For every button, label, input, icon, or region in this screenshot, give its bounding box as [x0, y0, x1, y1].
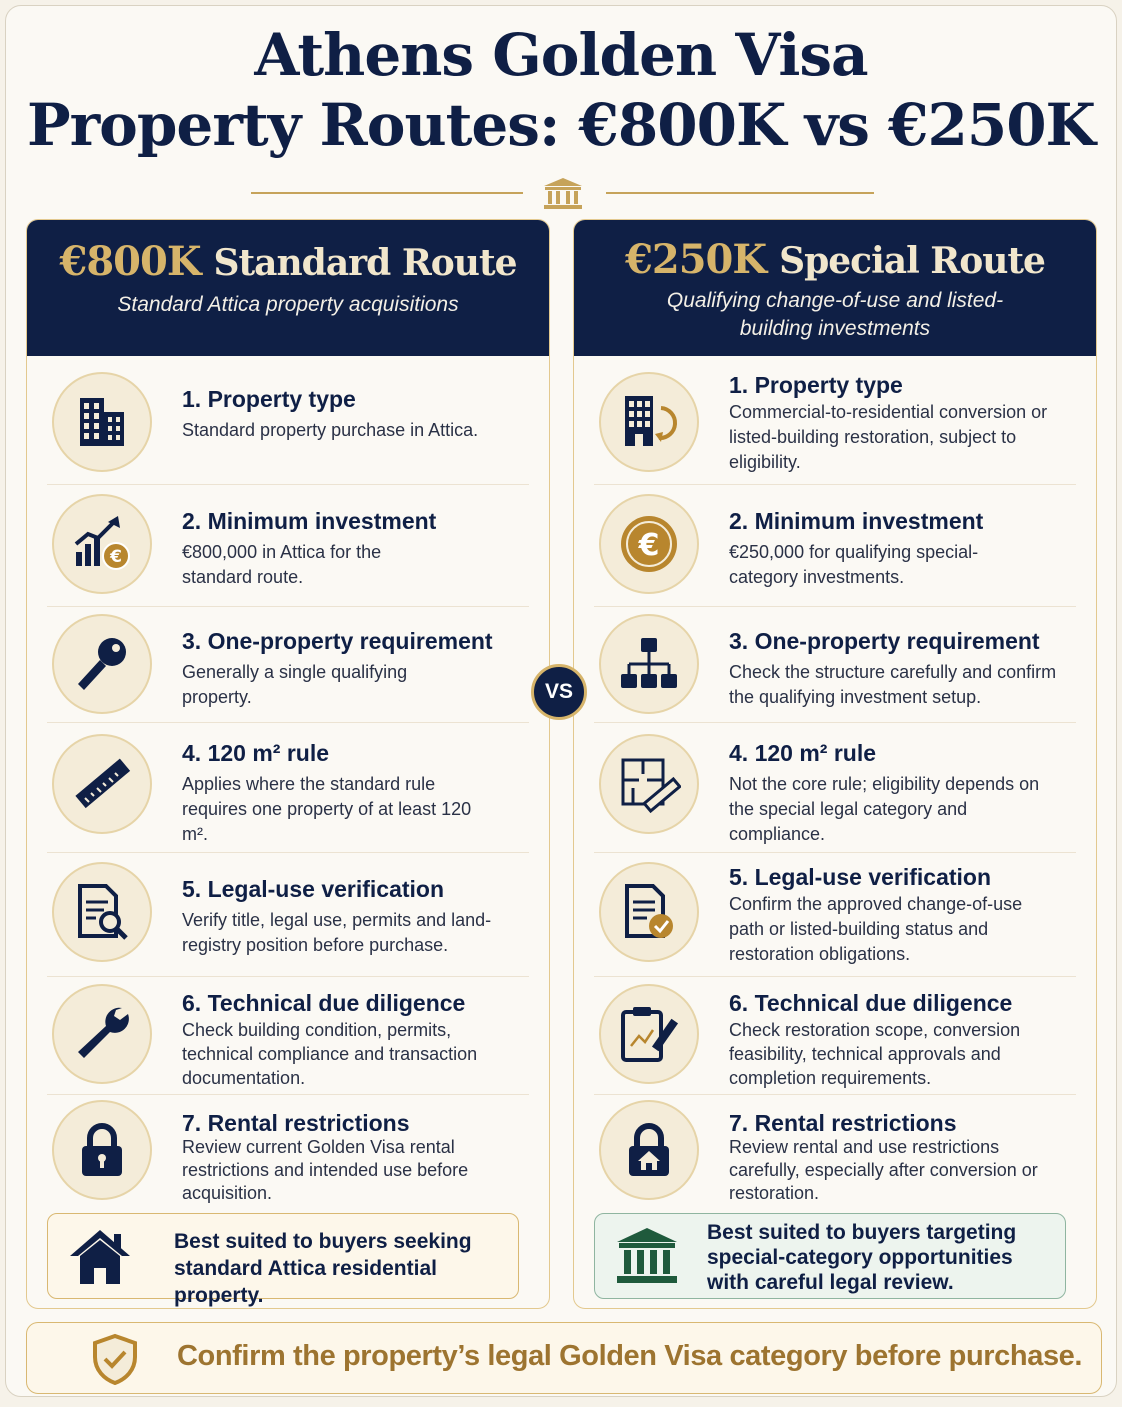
item-description: Not the core rule; eligibility depends on the special legal category and compliance. [729, 774, 1040, 844]
item-title: 6. Technical due diligence [729, 990, 1013, 1016]
title-divider [6, 176, 1116, 210]
standard-item-rental [47, 1094, 529, 1204]
item-title: 4. 120 m² rule [729, 740, 877, 766]
euro-coin-icon [617, 512, 681, 576]
document-check-icon [617, 880, 681, 944]
standard-item-120m2-rule [47, 722, 529, 853]
item-description: Standard property purchase in Attica. [182, 420, 479, 440]
standard-amount: €800K [59, 238, 201, 285]
standard-best-fit [47, 1213, 519, 1307]
item-description: Review current Golden Visa rental restrictions and intended use before acquisition. [182, 1137, 469, 1203]
icon-circle [52, 1100, 152, 1200]
item-title: 3. One-property requirement [729, 628, 1040, 654]
item-title: 6. Technical due diligence [182, 990, 466, 1016]
icon-circle [599, 614, 699, 714]
special-item-one-property [594, 606, 1076, 723]
special-route-header [574, 220, 1096, 356]
special-item-rental [594, 1094, 1076, 1204]
item-title: 3. One-property requirement [182, 628, 493, 654]
building-conversion-icon [617, 390, 681, 454]
floorplan-ruler-icon [617, 752, 681, 816]
item-description: Applies where the standard rule requires one property of at least 120 m². [182, 774, 472, 844]
institution-icon [615, 1226, 679, 1286]
buildings-icon [70, 390, 134, 454]
special-name: Special Route [779, 240, 1045, 282]
standard-subtitle: Standard Attica property acquisitions [117, 293, 459, 316]
item-description: Confirm the approved change-of-use path or listed-building status and restoration obligations. [729, 894, 1023, 964]
best-fit-text: Best suited to buyers targeting special-category opportunities with careful legal review. [707, 1221, 1017, 1294]
item-title: 5. Legal-use verification [182, 876, 445, 902]
item-title: 1. Property type [182, 386, 356, 412]
item-description: Check restoration scope, conversion feasibility, technical approvals and completion requirements. [729, 1020, 1021, 1088]
standard-route-header [27, 220, 549, 356]
title-line-2: Property Routes: €800K vs €250K [27, 91, 1095, 159]
svg-text:€: € [638, 528, 660, 563]
vs-badge: VS [531, 664, 587, 720]
special-best-fit [594, 1213, 1066, 1299]
greek-temple-icon [540, 176, 586, 210]
ruler-icon [70, 752, 134, 816]
org-structure-icon [617, 632, 681, 696]
standard-name: Standard Route [213, 242, 517, 284]
standard-item-legal-use [47, 852, 529, 977]
item-description: Check the structure carefully and confirm the qualifying investment setup. [729, 662, 1057, 707]
footer-banner [26, 1322, 1102, 1394]
icon-circle [52, 734, 152, 834]
wrench-icon [70, 1002, 134, 1066]
icon-circle [599, 862, 699, 962]
icon-circle [52, 984, 152, 1084]
footer-text: Confirm the property’s legal Golden Visa category before purchase. [177, 1340, 1083, 1372]
icon-circle [52, 862, 152, 962]
icon-circle [599, 984, 699, 1084]
standard-route-column [26, 219, 550, 1309]
item-title: 5. Legal-use verification [729, 864, 992, 890]
growth-chart-euro-icon [70, 512, 134, 576]
icon-circle [599, 372, 699, 472]
special-item-property-type [594, 362, 1076, 485]
house-icon [68, 1226, 132, 1286]
standard-item-technical-dd [47, 976, 529, 1095]
icon-circle [599, 494, 699, 594]
item-description: €800,000 in Attica for the standard route. [182, 542, 382, 587]
key-icon [70, 632, 134, 696]
item-title: 4. 120 m² rule [182, 740, 330, 766]
special-amount: €250K [625, 236, 767, 283]
special-item-legal-use [594, 852, 1076, 977]
item-title: 2. Minimum investment [182, 508, 437, 534]
padlock-house-icon [617, 1118, 681, 1182]
special-item-120m2-rule [594, 722, 1076, 853]
item-description: Verify title, legal use, permits and land-registry position before purchase. [182, 910, 492, 955]
item-title: 1. Property type [729, 372, 903, 398]
padlock-icon [70, 1118, 134, 1182]
icon-circle [52, 372, 152, 472]
standard-item-one-property [47, 606, 529, 723]
item-description: Commercial-to-residential conversion or listed-building restoration, subject to eligibility. [729, 402, 1048, 472]
item-title: 7. Rental restrictions [182, 1110, 410, 1136]
item-title: 2. Minimum investment [729, 508, 984, 534]
item-title: 7. Rental restrictions [729, 1110, 957, 1136]
title-line-1: Athens Golden Visa [254, 21, 868, 89]
special-item-min-investment [594, 484, 1076, 607]
item-description: Check building condition, permits, technical compliance and transaction documentation. [182, 1020, 478, 1088]
item-description: €250,000 for qualifying special-category investments. [729, 542, 979, 587]
item-description: Review rental and use restrictions carefully, especially after conversion or restoration. [729, 1137, 1038, 1203]
special-item-technical-dd [594, 976, 1076, 1095]
svg-text:€: € [110, 547, 122, 567]
shield-check-icon [89, 1333, 141, 1385]
clipboard-pencil-icon [617, 1002, 681, 1066]
special-subtitle: Qualifying change-of-use and listed-building investments [666, 289, 1004, 340]
standard-item-min-investment [47, 484, 529, 607]
icon-circle [599, 1100, 699, 1200]
icon-circle [599, 734, 699, 834]
infographic [5, 5, 1117, 1397]
special-route-column [573, 219, 1097, 1309]
page-title [6, 20, 1116, 160]
standard-item-property-type [47, 362, 529, 485]
document-search-icon [70, 880, 134, 944]
icon-circle [52, 494, 152, 594]
icon-circle [52, 614, 152, 714]
best-fit-text: Best suited to buyers seeking standard Attica residential property. [174, 1230, 472, 1307]
item-description: Generally a single qualifying property. [182, 662, 408, 707]
